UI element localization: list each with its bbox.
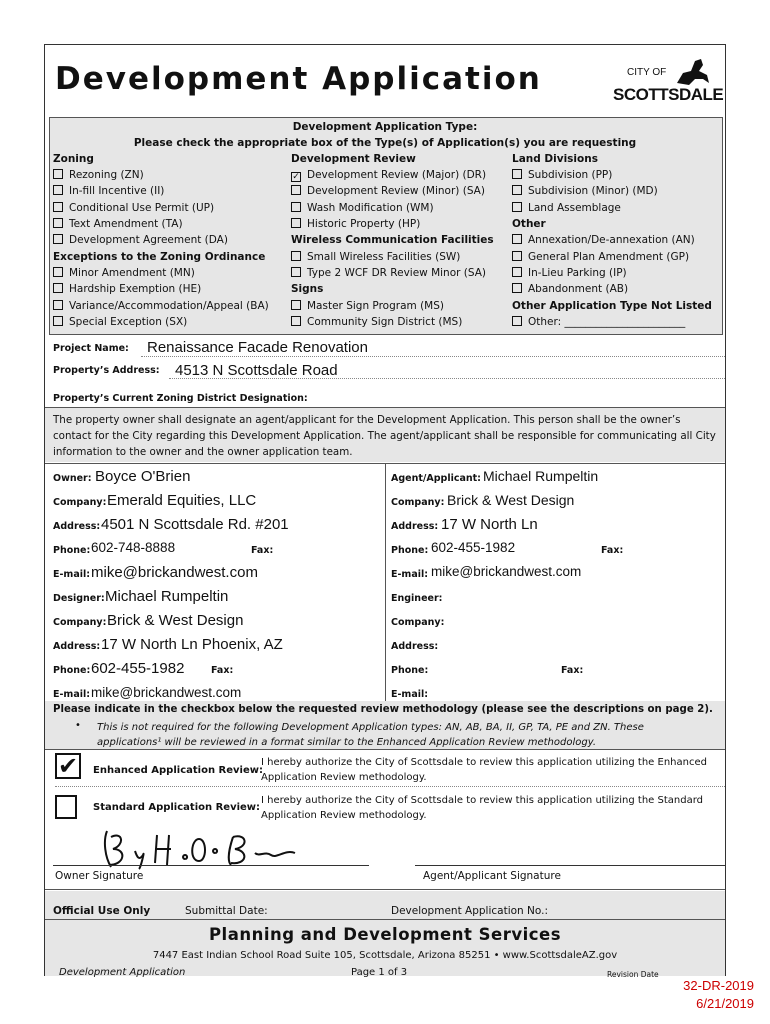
enhanced-review-text: I hereby authorize the City of Scottsdale to review this application utilizing the Enhanced Application Review methodology. [261, 757, 707, 783]
divider [45, 749, 725, 750]
application-form [44, 44, 726, 979]
enhanced-review-checkbox[interactable]: ✔ [55, 753, 81, 779]
signs-option[interactable]: Master Sign Program (MS) [291, 300, 444, 312]
owner-company-value[interactable]: Emerald Equities, LLC [107, 492, 257, 509]
designer-phone-label: Phone: [53, 665, 91, 676]
checkbox[interactable] [53, 234, 63, 244]
designer-phone-value[interactable]: 602-455-1982 [91, 660, 185, 677]
checkbox[interactable] [512, 316, 522, 326]
wireless-option[interactable]: Type 2 WCF DR Review Minor (SA) [291, 267, 486, 279]
land-divisions-header: Land Divisions [512, 153, 598, 165]
designer-company-value[interactable]: Brick & West Design [107, 612, 244, 629]
agent-fax-label: Fax: [601, 545, 624, 556]
designer-email-label: E-mail: [53, 689, 91, 700]
checkbox[interactable] [512, 251, 522, 261]
agent-address-label: Address: [391, 521, 439, 532]
agent-label: Agent/Applicant: [391, 473, 481, 484]
agent-company-label: Company: [391, 497, 445, 508]
exception-option[interactable]: Special Exception (SX) [53, 316, 187, 328]
page-number: Page 1 of 3 [351, 967, 408, 978]
dev-review-header: Development Review [291, 153, 416, 165]
designer-email-value[interactable]: mike@brickandwest.com [91, 685, 242, 700]
checkbox[interactable] [291, 185, 301, 195]
exceptions-header: Exceptions to the Zoning Ordinance [53, 251, 266, 263]
engineer-company-label: Company: [391, 617, 445, 628]
owner-signature-line [53, 865, 369, 866]
agent-email-value[interactable]: mike@brickandwest.com [431, 564, 582, 579]
checkbox[interactable] [291, 267, 301, 277]
divider [45, 889, 725, 890]
checkbox[interactable] [512, 185, 522, 195]
checkbox[interactable] [53, 316, 63, 326]
checkbox[interactable] [512, 169, 522, 179]
engineer-phone-label: Phone: [391, 665, 429, 676]
owner-signature-label: Owner Signature [55, 870, 144, 882]
other-option[interactable]: General Plan Amendment (GP) [512, 251, 689, 263]
exception-option[interactable]: Minor Amendment (MN) [53, 267, 195, 279]
owner-phone-label: Phone: [53, 545, 91, 556]
designer-address-value[interactable]: 17 W North Ln Phoenix, AZ [101, 636, 283, 653]
checkbox[interactable] [512, 202, 522, 212]
agent-phone-value[interactable]: 602-455-1982 [431, 540, 516, 555]
owner-email-value[interactable]: mike@brickandwest.com [91, 564, 258, 581]
zoning-option[interactable]: Conditional Use Permit (UP) [53, 202, 214, 214]
checkbox[interactable] [291, 251, 301, 261]
zoning-option[interactable]: Rezoning (ZN) [53, 169, 144, 181]
zoning-header: Zoning [53, 153, 94, 165]
type-instruction: Please check the appropriate box of the Type(s) of Application(s) you are requesting [133, 137, 637, 149]
zoning-option[interactable]: Text Amendment (TA) [53, 218, 183, 230]
checkbox[interactable] [291, 300, 301, 310]
other-option[interactable]: In-Lieu Parking (IP) [512, 267, 627, 279]
checkbox[interactable] [53, 202, 63, 212]
land-option[interactable]: Land Assemblage [512, 202, 621, 214]
official-use-label: Official Use Only [53, 905, 151, 917]
property-address-line [169, 378, 725, 379]
city-logo [613, 53, 724, 113]
owner-email-label: E-mail: [53, 569, 91, 580]
dev-review-option[interactable]: Development Review (Minor) (SA) [291, 185, 485, 197]
signs-option[interactable]: Community Sign District (MS) [291, 316, 462, 328]
designer-label: Designer: [53, 593, 105, 604]
dev-review-option[interactable]: Wash Modification (WM) [291, 202, 434, 214]
checkbox[interactable] [512, 267, 522, 277]
review-instruction: Please indicate in the checkbox below the requested review methodology (please see the descriptions on page 2). [53, 704, 713, 715]
application-number-label: Development Application No.: [391, 905, 548, 917]
wireless-option[interactable]: Small Wireless Facilities (SW) [291, 251, 460, 263]
bullet-icon: • [75, 720, 81, 731]
type-heading: Development Application Type: [292, 121, 478, 133]
owner-address-label: Address: [53, 521, 101, 532]
review-exemption-note: This is not required for the following Development Application types: AN, AB, BA, II, GP, TA, PE and ZN. These applications¹ will be reviewed in a format similar to the Enhanced Application Review methodology. [97, 722, 644, 748]
designer-company-label: Company: [53, 617, 107, 628]
zoning-option[interactable]: Development Agreement (DA) [53, 234, 228, 246]
checkbox[interactable] [53, 300, 63, 310]
submittal-date-label: Submittal Date: [185, 905, 268, 917]
zoning-district-label: Property’s Current Zoning District Designation: [53, 393, 308, 404]
standard-review-text: I hereby authorize the City of Scottsdale to review this application utilizing the Standard Application Review methodology. [261, 795, 704, 821]
other-option[interactable]: Abandonment (AB) [512, 283, 628, 295]
owner-agent-notice: The property owner shall designate an agent/applicant for the Development Application. This person shall be the owner’s contact for the City regarding this Development Application. The agent/applicant shall be responsible for communicating all City information to the owner and the owner application team. [53, 414, 716, 458]
other-header: Other [512, 218, 546, 230]
agent-email-label: E-mail: [391, 569, 429, 580]
checkbox[interactable] [53, 267, 63, 277]
checkbox[interactable] [512, 283, 522, 293]
agent-phone-label: Phone: [391, 545, 429, 556]
zoning-option[interactable]: In-fill Incentive (II) [53, 185, 164, 197]
designer-fax-label: Fax: [211, 665, 234, 676]
checkbox[interactable] [53, 169, 63, 179]
standard-review-label: Standard Application Review: [93, 802, 261, 813]
other-option[interactable]: Annexation/De-annexation (AN) [512, 234, 695, 246]
project-name-label: Project Name: [53, 343, 129, 354]
checked-checkbox[interactable]: ✓ [292, 172, 300, 182]
designer-address-label: Address: [53, 641, 101, 652]
form-title: Development Application [55, 61, 542, 97]
horse-rider-icon [673, 53, 713, 87]
other-type-header: Other Application Type Not Listed [512, 300, 712, 312]
engineer-address-label: Address: [391, 641, 439, 652]
owner-address-value[interactable]: 4501 N Scottsdale Rd. #201 [101, 516, 289, 533]
checkbox[interactable] [512, 234, 522, 244]
agent-company-value[interactable]: Brick & West Design [447, 492, 575, 508]
other-type-option[interactable]: Other: _______________________ [512, 316, 685, 328]
checkbox[interactable] [53, 283, 63, 293]
property-address-label: Property’s Address: [53, 365, 160, 376]
exception-option[interactable]: Variance/Accommodation/Appeal (BA) [53, 300, 269, 312]
project-name-value[interactable]: Renaissance Facade Renovation [147, 339, 368, 356]
revision-date: Revision Date [607, 970, 659, 979]
logo-city-text: CITY OF [627, 67, 667, 78]
owner-company-label: Company: [53, 497, 107, 508]
divider [55, 786, 725, 787]
agent-address-value[interactable]: 17 W North Ln [441, 516, 538, 533]
standard-review-checkbox[interactable] [55, 795, 77, 819]
agent-signature-label: Agent/Applicant Signature [423, 870, 561, 882]
checkbox[interactable] [53, 218, 63, 228]
agent-value[interactable]: Michael Rumpeltin [483, 468, 599, 484]
owner-fax-label: Fax: [251, 545, 274, 556]
enhanced-review-label: Enhanced Application Review: [93, 765, 263, 776]
exception-option[interactable]: Hardship Exemption (HE) [53, 283, 201, 295]
engineer-label: Engineer: [391, 593, 443, 604]
owner-phone-value[interactable]: 602-748-8888 [91, 540, 176, 555]
owner-value[interactable]: Boyce O'Brien [95, 468, 191, 485]
checkbox[interactable] [291, 202, 301, 212]
logo-scottsdale-text: SCOTTSDALE [613, 85, 724, 104]
case-number-stamp: 32-DR-2019 [683, 978, 754, 993]
engineer-fax-label: Fax: [561, 665, 584, 676]
designer-value[interactable]: Michael Rumpeltin [105, 588, 229, 605]
land-option[interactable]: Subdivision (Minor) (MD) [512, 185, 658, 197]
dev-review-option[interactable]: Historic Property (HP) [291, 218, 420, 230]
checkbox[interactable] [291, 316, 301, 326]
owner-label: Owner: [53, 473, 92, 484]
wireless-header: Wireless Communication Facilities [291, 234, 494, 246]
engineer-email-label: E-mail: [391, 689, 429, 700]
project-name-line [141, 356, 725, 357]
signs-header: Signs [291, 283, 324, 295]
department-address: 7447 East Indian School Road Suite 105, Scottsdale, Arizona 85251 • www.ScottsdaleAZ.gov [152, 950, 618, 961]
agent-signature-line [415, 865, 725, 866]
stamp-date: 6/21/2019 [696, 996, 754, 1011]
checkbox[interactable] [291, 218, 301, 228]
checkbox[interactable] [53, 185, 63, 195]
dev-review-option[interactable]: ✓ Development Review (Major) (DR) [292, 169, 487, 182]
land-option[interactable]: Subdivision (PP) [512, 169, 612, 181]
document-name: Development Application [59, 967, 186, 978]
department-title: Planning and Development Services [208, 925, 562, 944]
property-address-value[interactable]: 4513 N Scottsdale Road [175, 362, 338, 379]
